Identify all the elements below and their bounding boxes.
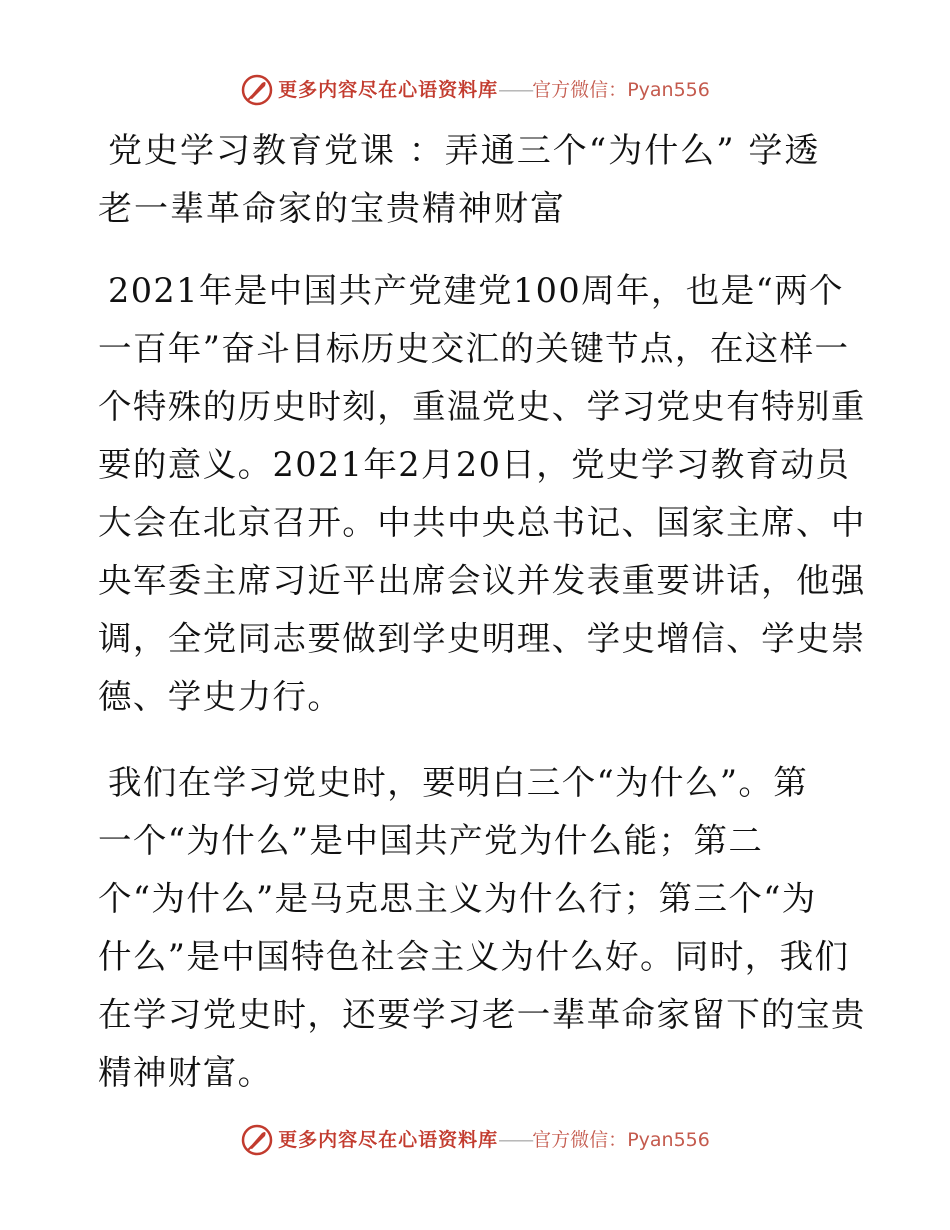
paragraph-2: [98, 754, 866, 1102]
watermark-wechat-id: Pyan556: [627, 1129, 710, 1151]
title-line: 党史学习教育党课 ：弄通三个“为什么” 学透: [108, 131, 821, 171]
paragraph-line: 个特殊的历史时刻，重温党史、学习党史有特别重: [98, 387, 866, 426]
paragraph-line: 大会在北京召开。中共中央总书记、国家主席、中: [98, 503, 866, 542]
watermark-main-text: 更多内容尽在心语资料库: [278, 79, 499, 101]
paragraph-line: 个“为什么”是马克思主义为什么行；第三个“为: [98, 879, 817, 918]
watermark-dash: ——: [498, 1129, 533, 1151]
title-line: 老一辈革命家的宝贵精神财富: [98, 189, 566, 229]
paragraph-line: 精神财富。: [98, 1053, 273, 1092]
paragraph-line: 央军委主席习近平出席会议并发表重要讲话，他强: [98, 561, 866, 600]
document-body: [98, 122, 866, 1102]
watermark-sub-text: 官方微信：: [532, 79, 628, 101]
watermark-wechat-id: Pyan556: [627, 79, 710, 101]
paragraph-line: 一百年”奋斗目标历史交汇的关键节点，在这样一: [98, 329, 850, 368]
watermark-main-text: 更多内容尽在心语资料库: [278, 1129, 499, 1151]
paragraph-line: 2021年是中国共产党建党100周年，也是“两个: [108, 271, 844, 310]
header-watermark: [0, 72, 950, 108]
quill-logo-icon: [240, 1123, 274, 1157]
watermark-dash: ——: [498, 79, 533, 101]
footer-watermark: [0, 1122, 950, 1158]
paragraph-line: 德、学史力行。: [98, 677, 343, 716]
paragraph-line: 要的意义。2021年2月20日，党史学习教育动员: [98, 445, 851, 484]
document-title: [98, 122, 850, 238]
paragraph-line: 一个“为什么”是中国共产党为什么能；第二: [98, 821, 764, 860]
paragraph-line: 调，全党同志要做到学史明理、学史增信、学史崇: [98, 619, 866, 658]
paragraph-line: 我们在学习党史时，要明白三个“为什么”。第: [108, 763, 809, 802]
paragraph-line: 什么”是中国特色社会主义为什么好。同时，我们: [98, 937, 850, 976]
quill-logo-icon: [240, 73, 274, 107]
paragraph-line: 在学习党史时，还要学习老一辈革命家留下的宝贵: [98, 995, 866, 1034]
watermark-sub-text: 官方微信：: [532, 1129, 628, 1151]
paragraph-1: [98, 262, 866, 726]
